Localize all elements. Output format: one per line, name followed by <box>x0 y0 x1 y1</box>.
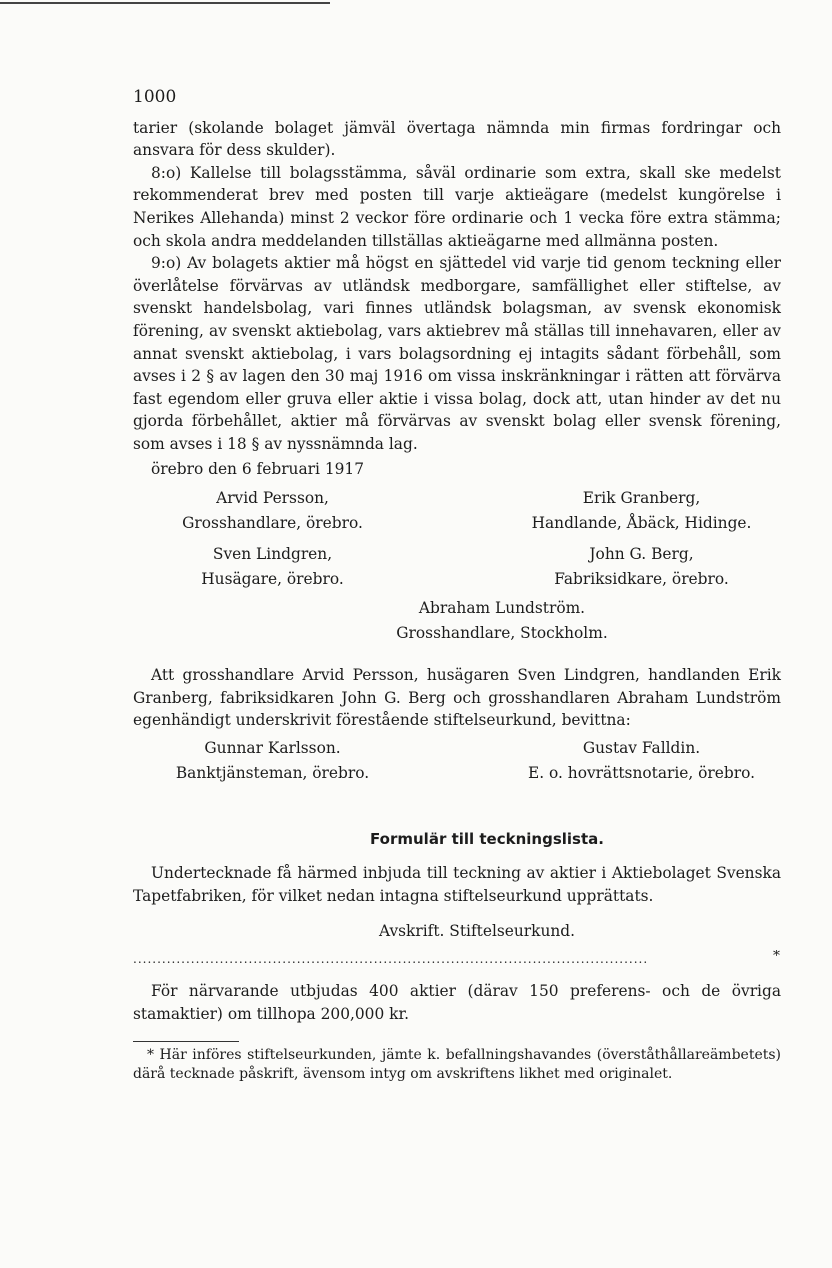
signatory-block <box>472 486 781 536</box>
top-rule <box>0 2 330 4</box>
witness-name: Gustav Falldin. <box>582 738 701 757</box>
dot-leader: ........................................................................................................... <box>133 952 649 967</box>
signatory-title: Handlande, Åbäck, Hidinge. <box>531 514 752 533</box>
dotted-line <box>133 950 781 968</box>
signatory-title: Fabriksidkare, örebro. <box>554 570 729 589</box>
offer-paragraph: För närvarande utbjudas 400 aktier (därav 150 preferens- och de övriga stamaktier) om tillhopa 200,000 kr. <box>133 982 781 1023</box>
avskrift-line: Avskrift. Stiftelseurkund. <box>378 921 576 940</box>
footnote-rule <box>133 1041 239 1042</box>
witness-title: E. o. hovrättsnotarie, örebro. <box>527 763 755 782</box>
signatory-name: Abraham Lundström. <box>418 599 586 618</box>
signatory-block-center <box>133 596 781 646</box>
paragraph-8: 8:o) Kallelse till bolagsstämma, såväl ordinarie som extra, skall ske medelst rekommenderat brev med posten till varje aktieägare (medelst kungörelse i Nerikes Allehanda) minst 2 veckor före ordinarie och 1 vecka före extra stämma; och skola andra meddelanden tillställas aktieägarne med allmänna posten. <box>133 163 781 250</box>
signature-row-2 <box>133 542 781 592</box>
place-date: örebro den 6 februari 1917 <box>151 459 364 478</box>
signatory-block <box>133 486 472 536</box>
paragraph-9: 9:o) Av bolagets aktier må högst en sjättedel vid varje tid genom teckning eller överlåtelse förvärvas av utländsk medborgare, samfällighet eller stiftelse, av svenskt handelsbolag, vari finnes utländsk bolagsman, av svensk ekonomisk förening, av svenskt aktiebolag, vars aktiebrev må ställas till innehavaren, eller av annat svenskt aktiebolag, i vars bolagsordning ej intagits sådant förbehåll, som avses i 2 § av lagen den 30 maj 1916 om vissa inskränkningar i rätten att förvärva fast egendom eller gruva eller aktie i vissa bolag, dock att, utan hinder av det nu gjorda förbehållet, aktier må förvärvas av svenskt bolag eller svensk förening, som avses i 18 § av nyssnämnda lag. <box>133 254 781 453</box>
signatory-title: Grosshandlare, örebro. <box>182 514 363 533</box>
signatory-block <box>133 542 472 592</box>
footnote-marker: * <box>773 950 781 965</box>
form-heading: Formulär till teckningslista. <box>370 829 604 848</box>
witness-block <box>133 736 472 786</box>
form-invitation: Undertecknade få härmed inbjuda till teckning av aktier i Aktiebolaget Svenska Tapetfabriken, för vilket nedan intagna stiftelseurkund upprättats. <box>133 864 781 906</box>
signatory-name: Erik Granberg, <box>582 489 701 508</box>
page-number: 1000 <box>133 87 177 107</box>
signature-row-1 <box>133 486 781 536</box>
signatory-title: Husägare, örebro. <box>201 570 344 589</box>
witness-name: Gunnar Karlsson. <box>204 738 341 757</box>
witness-block <box>472 736 781 786</box>
witness-row <box>133 736 781 786</box>
paragraph-continuation: tarier (skolande bolaget jämväl övertaga nämnda min firmas fordringar och ansvara för dess skulder). <box>133 118 781 160</box>
footnote: * Här införes stiftelseurkunden, jämte k. befallningshavandes (överståthållareämbetets) därå tecknade påskrift, ävensom intyg om avskriftens likhet med originalet. <box>133 1047 781 1083</box>
signatory-block <box>472 542 781 592</box>
signatory-title: Grosshandlare, Stockholm. <box>396 624 608 643</box>
signatory-name: Arvid Persson, <box>216 489 329 508</box>
attestation-paragraph: Att grosshandlare Arvid Persson, husägaren Sven Lindgren, handlanden Erik Granberg, fabriksidkaren John G. Berg och grosshandlaren Abraham Lundström egenhändigt underskrivit förestående stiftelseurkund, bevittna: <box>133 666 781 730</box>
signatory-name: John G. Berg, <box>589 545 694 564</box>
document-page <box>133 86 781 1084</box>
signatory-name: Sven Lindgren, <box>212 545 333 564</box>
witness-title: Banktjänsteman, örebro. <box>175 763 370 782</box>
